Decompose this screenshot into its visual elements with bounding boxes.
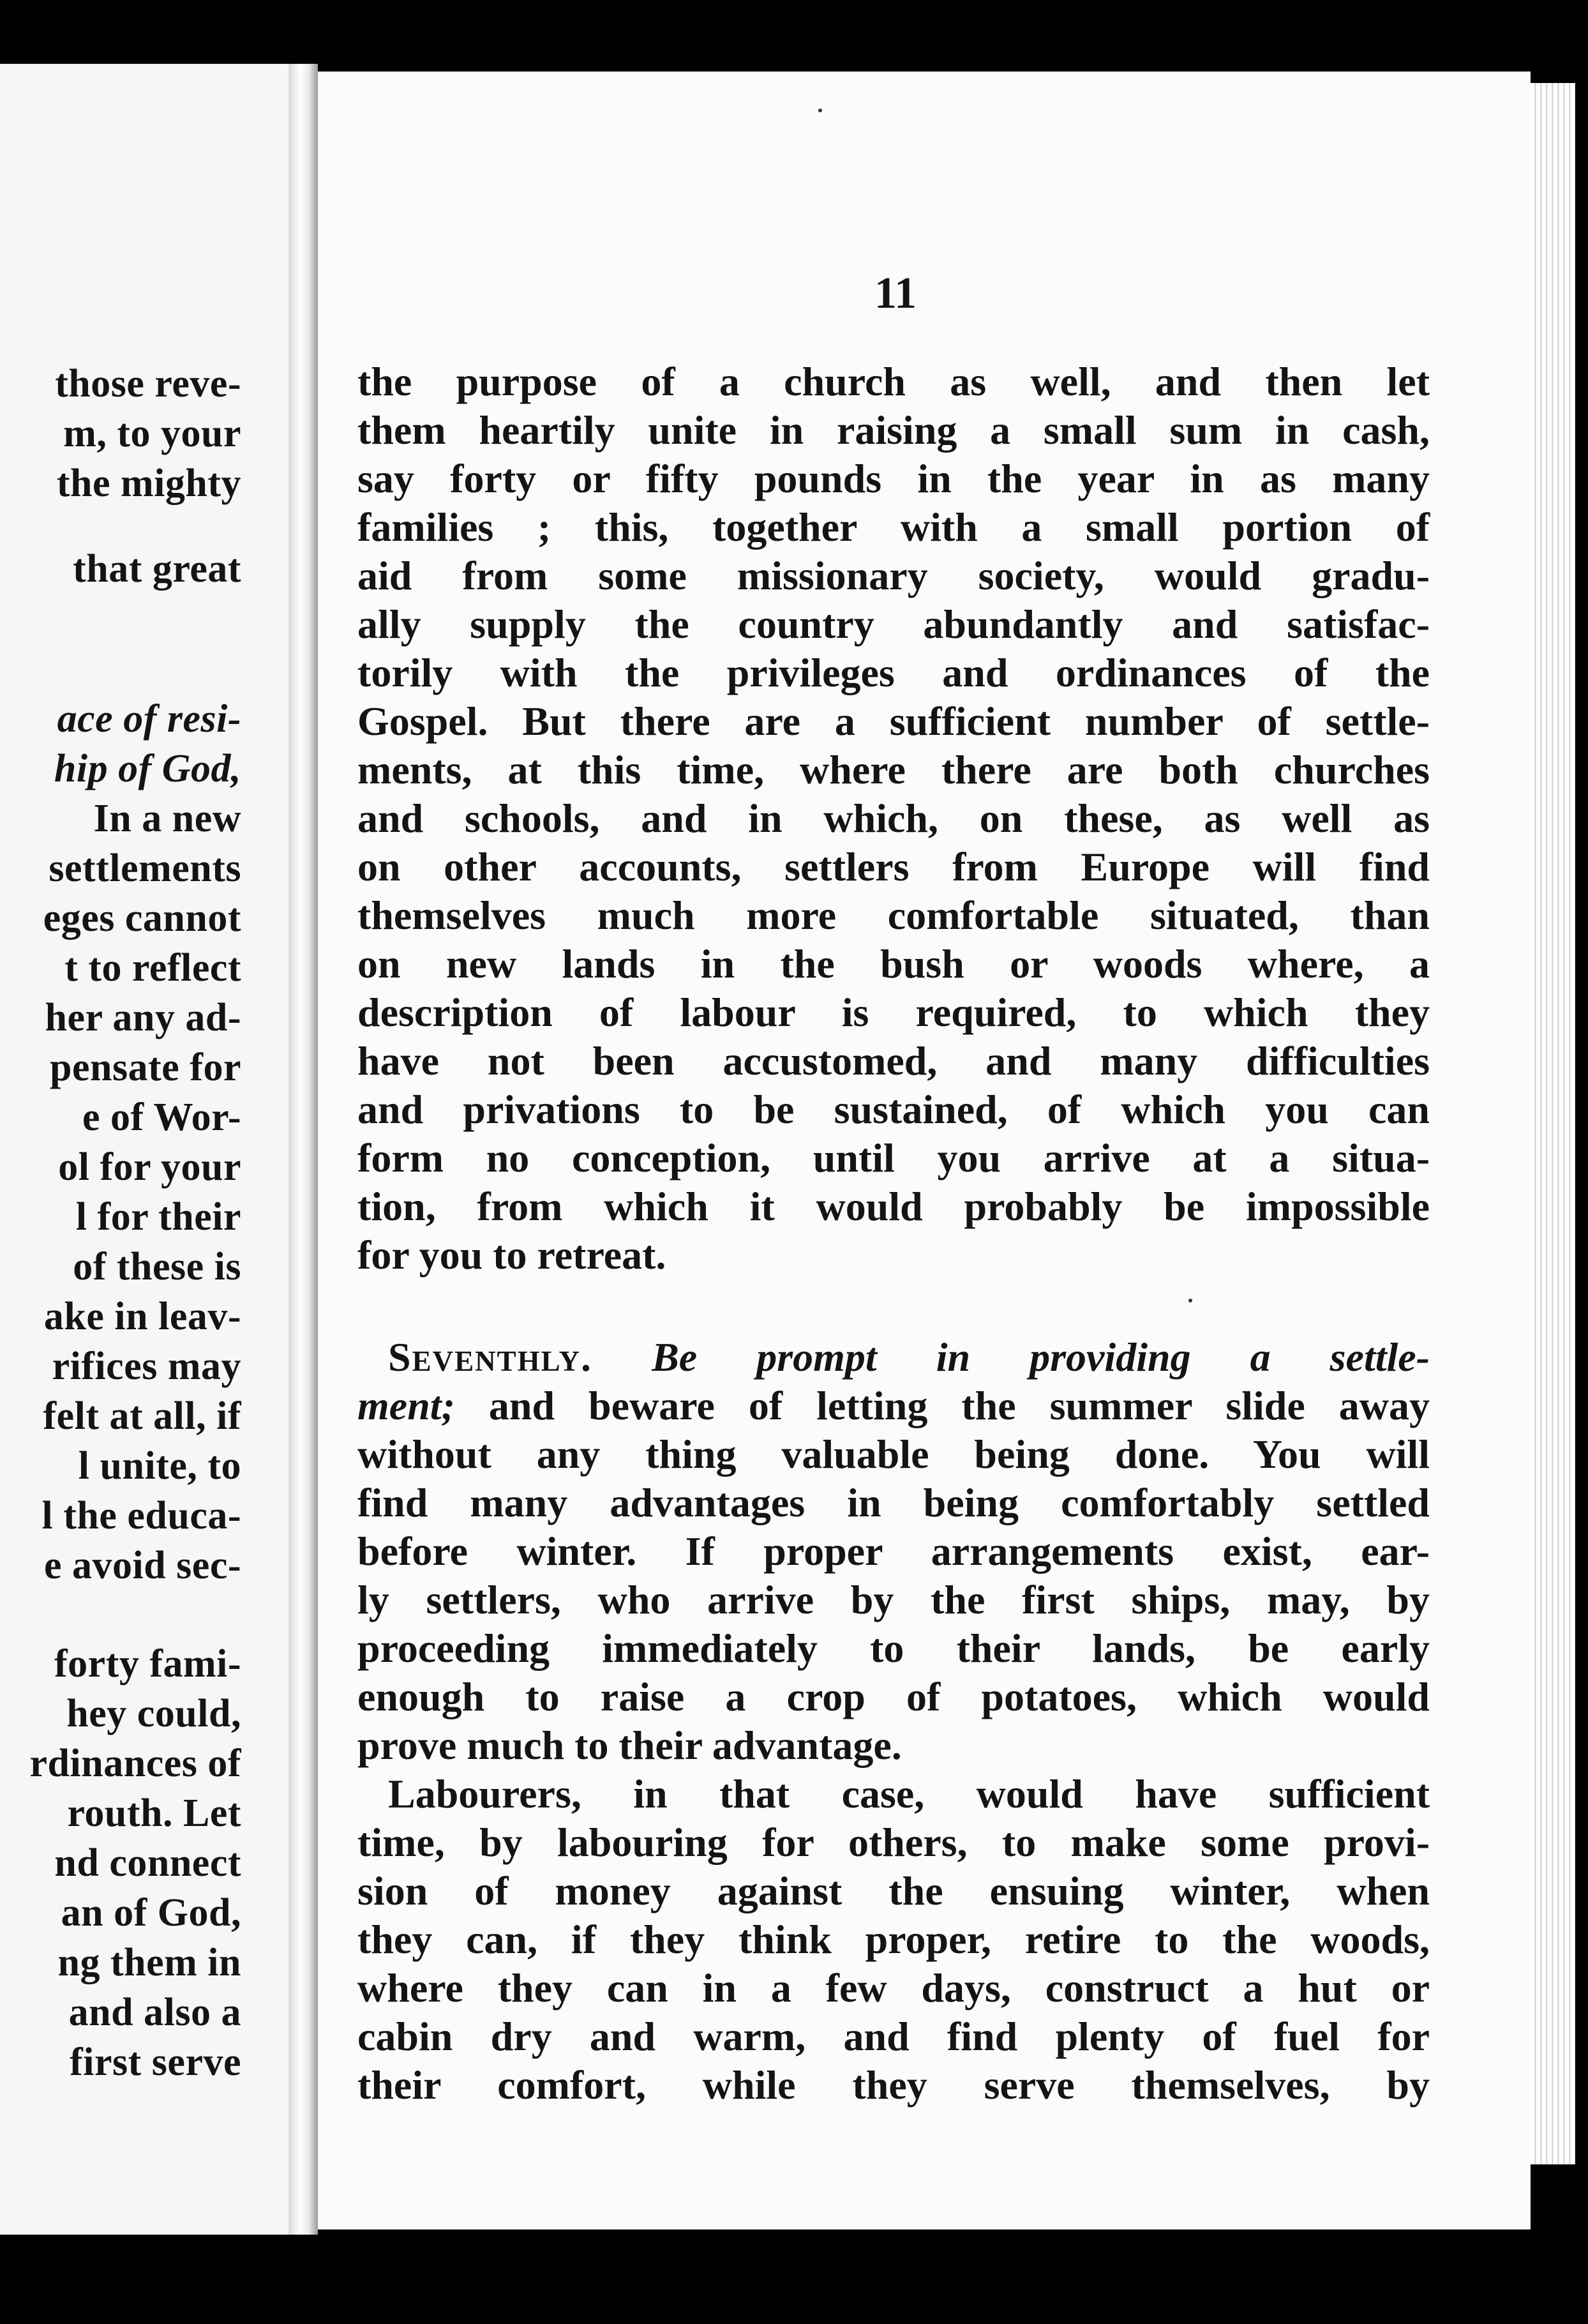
text-line: have not been accustomed, and many difficulties <box>357 1038 1430 1083</box>
text-line: the purpose of a church as well, and then let <box>357 359 1430 404</box>
text-line: their comfort, while they serve themselves, by <box>357 2062 1430 2108</box>
text-run: and beware of letting the summer slide away <box>454 1383 1430 1428</box>
text-line: description of labour is required, to which they <box>357 990 1430 1035</box>
text-line: before winter. If proper arrangements exist, ear- <box>357 1528 1430 1574</box>
text-line: where they can in a few days, construct a hut or <box>357 1965 1430 2011</box>
text-line: prove much to their advantage. <box>357 1723 902 1768</box>
left-line: e avoid sec- <box>43 1544 241 1587</box>
text-line: Gospel. But there are a sufficient number of settle- <box>357 698 1430 744</box>
left-line: In a new <box>93 797 241 840</box>
text-line: form no conception, until you arrive at a situa- <box>357 1135 1430 1181</box>
section-heading-line <box>357 1333 1430 1382</box>
left-line: pensate for <box>50 1046 241 1089</box>
text-line: and privations to be sustained, of which you can <box>357 1087 1430 1132</box>
seventhly-instruction-cont: ment; <box>357 1383 455 1428</box>
left-line: forty fami- <box>54 1642 241 1686</box>
text-line: and schools, and in which, on these, as well as <box>357 796 1430 841</box>
left-line: ol for your <box>58 1145 241 1189</box>
text-line: on other accounts, settlers from Europe will find <box>357 844 1430 889</box>
text-line: time, by labouring for others, to make some provi- <box>357 1820 1430 1865</box>
text-line: them heartily unite in raising a small sum in cash, <box>357 407 1430 453</box>
speck <box>818 109 822 112</box>
text-line: they can, if they think proper, retire to the woods, <box>357 1917 1430 1962</box>
page-edges <box>1531 83 1575 2164</box>
left-line: hip of God, <box>54 747 241 790</box>
left-line: ng them in <box>57 1941 241 1984</box>
left-line: eges cannot <box>43 896 241 940</box>
text-line: without any thing valuable being done. You will <box>357 1431 1430 1477</box>
left-line: the mighty <box>56 462 241 505</box>
left-line: l the educa- <box>41 1494 241 1537</box>
left-line: l for their <box>75 1195 241 1239</box>
left-line: l unite, to <box>78 1444 241 1488</box>
text-line: find many advantages in being comfortably settled <box>357 1480 1430 1525</box>
left-line: felt at all, if <box>43 1394 241 1438</box>
page-number: 11 <box>874 269 917 318</box>
left-line: routh. Let <box>67 1792 241 1835</box>
text-line: ments, at this time, where there are both churches <box>357 747 1430 792</box>
left-line: an of God, <box>61 1891 241 1935</box>
left-line: of these is <box>73 1245 241 1288</box>
left-line: those reve- <box>55 362 241 405</box>
text-line: say forty or fifty pounds in the year in as many <box>357 456 1430 501</box>
left-line: settlements <box>49 847 241 890</box>
facing-page <box>0 64 295 2235</box>
text-line: for you to retreat. <box>357 1232 666 1278</box>
text-line: on new lands in the bush or woods where, a <box>357 941 1430 986</box>
body-text <box>357 358 1430 2109</box>
text-line: families ; this, together with a small portion of <box>357 504 1430 550</box>
text-line: ally supply the country abundantly and satisfac- <box>357 601 1430 647</box>
left-line: e of Wor- <box>82 1096 241 1139</box>
text-line: ly settlers, who arrive by the first ships, may, by <box>357 1577 1430 1622</box>
left-line: that great <box>73 547 241 591</box>
left-line: rdinances of <box>29 1742 241 1785</box>
left-line: hey could, <box>66 1692 241 1735</box>
text-line: cabin dry and warm, and find plenty of fuel for <box>357 2014 1430 2059</box>
text-line: enough to raise a crop of potatoes, which would <box>357 1674 1430 1719</box>
text-line: torily with the privileges and ordinances of the <box>357 650 1430 695</box>
left-line: m, to your <box>63 412 241 455</box>
text-line: aid from some missionary society, would gradu- <box>357 553 1430 598</box>
text-line: themselves much more comfortable situated, than <box>357 893 1430 938</box>
text-line: proceeding immediately to their lands, be early <box>357 1626 1430 1671</box>
text-line: Labourers, in that case, would have sufficient <box>388 1771 1430 1816</box>
seventhly-instruction: Be prompt in providing a settle- <box>652 1334 1430 1380</box>
left-line: her any ad- <box>45 996 241 1039</box>
text-line: tion, from which it would probably be impossible <box>357 1184 1430 1229</box>
text-line: sion of money against the ensuing winter, when <box>357 1868 1430 1913</box>
left-line: and also a <box>68 1991 241 2034</box>
left-line: t to reflect <box>64 946 241 990</box>
text-line <box>357 1382 1430 1430</box>
book-gutter <box>288 64 318 2235</box>
left-line: ace of resi- <box>57 697 241 741</box>
left-line: ake in leav- <box>43 1295 241 1338</box>
left-line: nd connect <box>54 1841 241 1885</box>
left-line: rifices may <box>52 1345 241 1388</box>
seventhly-heading: Seventhly. <box>388 1334 593 1380</box>
left-line: first serve <box>70 2041 241 2084</box>
